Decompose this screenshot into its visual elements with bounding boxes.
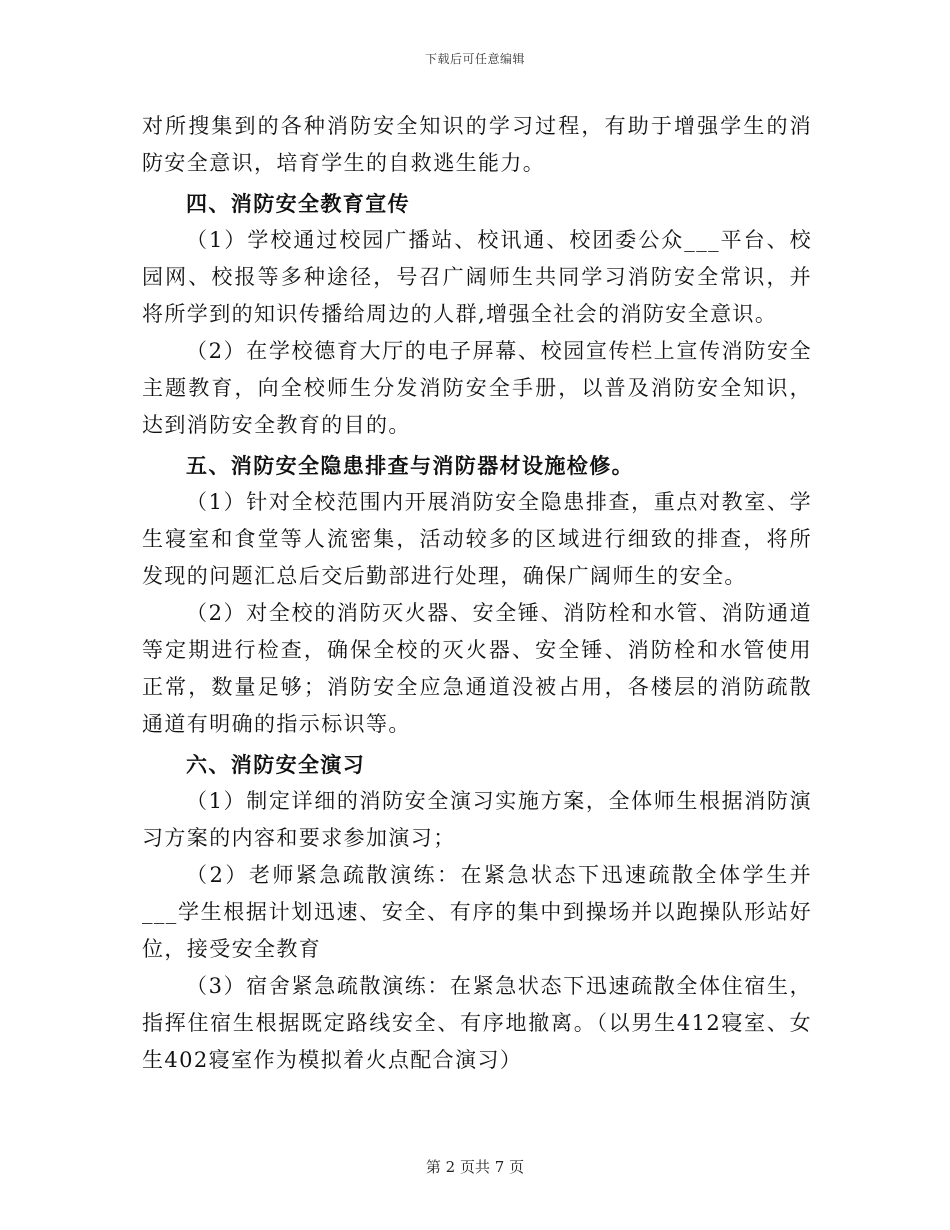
section-heading-5: 五、消防安全隐患排查与消防器材设施检修。 (186, 453, 634, 478)
paragraph-6-3: （3）宿舍紧急疏散演练：在紧急状态下迅速疏散全体住宿生，指挥住宿生根据既定路线安全、有序地撤离。（以男生412寝室、女生402寝室作为模拟着火点配合演习） (142, 974, 812, 1072)
page-header: 下载后可任意编辑 (424, 52, 525, 66)
paragraph-6-2: （2）老师紧急疏散演练：在紧急状态下迅速疏散全体学生并___学生根据计划迅速、安全、有序的集中到操场并以跑操队形站好位，接受安全教育 (142, 863, 812, 961)
paragraph-4-2: （2）在学校德育大厅的电子屏幕、校园宣传栏上宣传消防安全主题教育，向全校师生分发消防安全手册，以普及消防安全知识，达到消防安全教育的目的。 (142, 339, 812, 437)
paragraph-6-1: （1）制定详细的消防安全演习实施方案，全体师生根据消防演习方案的内容和要求参加演习； (142, 789, 812, 850)
section-heading-6: 六、消防安全演习 (186, 752, 366, 777)
paragraph-5-2: （2）对全校的消防灭火器、安全锤、消防栓和水管、消防通道等定期进行检查，确保全校的灭火器、安全锤、消防栓和水管使用正常，数量足够；消防安全应急通道没被占用，各楼层的消防疏散通道有明确的指示标识等。 (142, 601, 812, 736)
page-footer: 第 2 页共 7 页 (425, 1158, 525, 1176)
paragraph-4-1: （1）学校通过校园广播站、校讯通、校团委公众___平台、校园网、校报等多种途径，号召广阔师生共同学习消防安全常识，并将所学到的知识传播给周边的人群,增强全社会的消防安全意识。 (142, 228, 812, 326)
paragraph-5-1: （1）针对全校范围内开展消防安全隐患排查，重点对教室、学生寝室和食堂等人流密集，活动较多的区域进行细致的排查，将所发现的问题汇总后交后勤部进行处理，确保广阔师生的安全。 (142, 490, 812, 588)
section-heading-4: 四、消防安全教育宣传 (186, 191, 410, 216)
paragraph-continued: 对所搜集到的各种消防安全知识的学习过程，有助于增强学生的消防安全意识，培育学生的自救逃生能力。 (142, 114, 812, 175)
document-body (142, 108, 812, 1079)
